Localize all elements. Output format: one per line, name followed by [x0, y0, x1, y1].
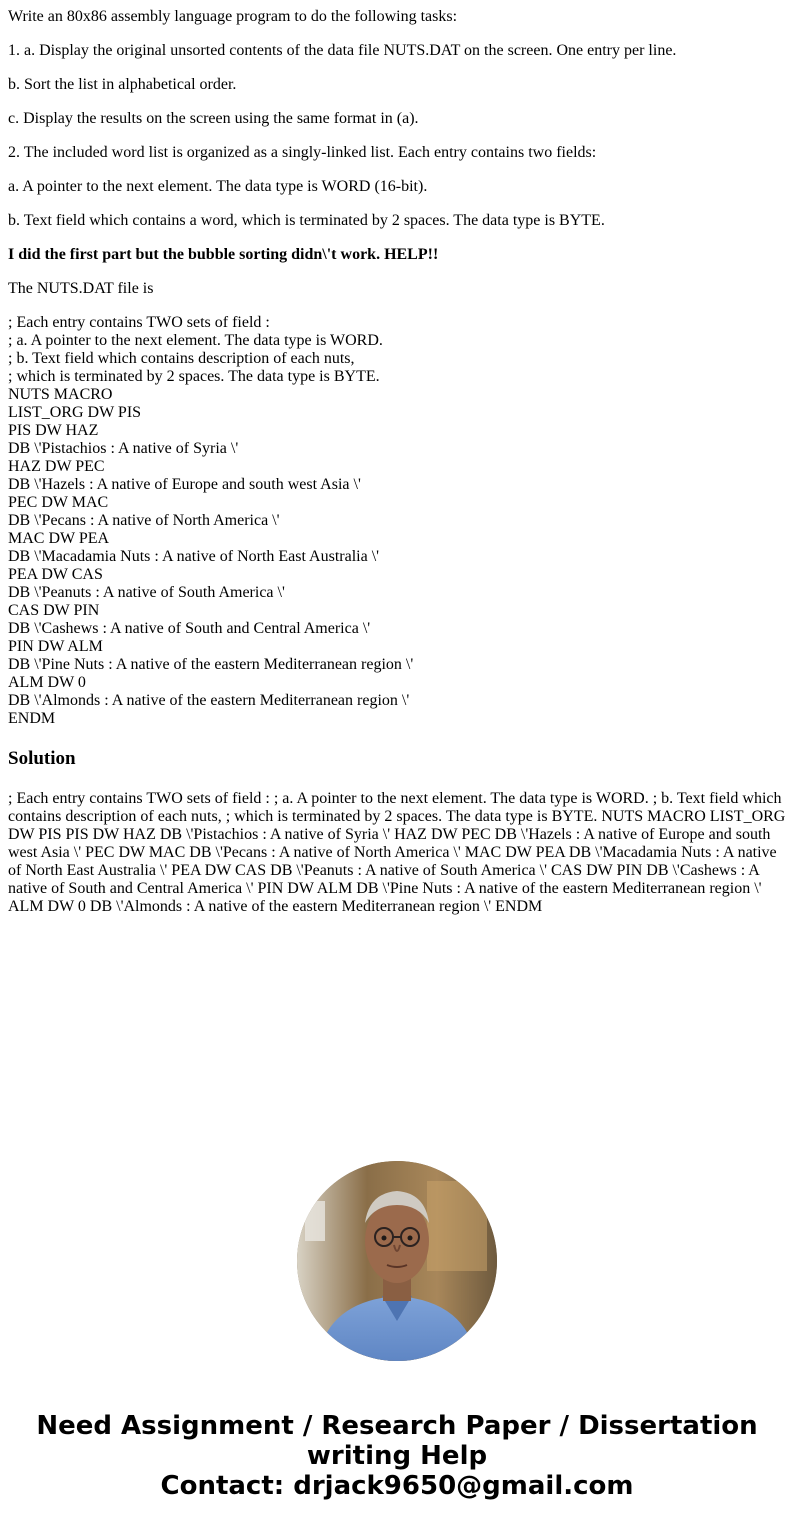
- solution-heading: Solution: [8, 748, 76, 769]
- code-line: DB \'Pistachios : A native of Syria \': [8, 440, 239, 457]
- code-line: MAC DW PEA: [8, 530, 110, 547]
- code-line: DB \'Pecans : A native of North America \': [8, 512, 280, 529]
- task-1a: 1. a. Display the original unsorted contents of the data file NUTS.DAT on the screen. One entry per line.: [8, 42, 677, 59]
- code-line: PEA DW CAS: [8, 566, 103, 583]
- code-line: HAZ DW PEC: [8, 458, 105, 475]
- code-line: DB \'Almonds : A native of the eastern Mediterranean region \': [8, 692, 410, 709]
- code-line: DB \'Peanuts : A native of South America \': [8, 584, 285, 601]
- task-2b: b. Text field which contains a word, which is terminated by 2 spaces. The data type is BYTE.: [8, 212, 605, 229]
- code-line: PIS DW HAZ: [8, 422, 99, 439]
- code-line: ALM DW 0: [8, 674, 86, 691]
- code-line: DB \'Macadamia Nuts : A native of North East Australia \': [8, 548, 380, 565]
- author-avatar: [297, 1161, 497, 1361]
- nuts-dat-listing: [8, 314, 786, 728]
- question-intro: Write an 80x86 assembly language program to do the following tasks:: [8, 8, 458, 25]
- task-1c: c. Display the results on the screen using the same format in (a).: [8, 110, 419, 127]
- code-line: DB \'Cashews : A native of South and Central America \': [8, 620, 371, 637]
- promo-contact: Contact: drjack9650@gmail.com: [160, 1471, 634, 1501]
- author-portrait-image: [297, 1161, 497, 1361]
- code-line: ENDM: [8, 710, 56, 727]
- code-line: PIN DW ALM: [8, 638, 103, 655]
- page-content: [0, 8, 794, 916]
- code-line: LIST_ORG DW PIS: [8, 404, 142, 421]
- code-line: NUTS MACRO: [8, 386, 113, 403]
- code-line: DB \'Hazels : A native of Europe and south west Asia \': [8, 476, 361, 493]
- promo-footer: [0, 1411, 794, 1501]
- task-2: 2. The included word list is organized as a singly-linked list. Each entry contains two fields:: [8, 144, 597, 161]
- code-line: ; a. A pointer to the next element. The data type is WORD.: [8, 332, 383, 349]
- promo-line-1: Need Assignment / Research Paper / Dissertation writing Help: [36, 1411, 758, 1471]
- file-intro: The NUTS.DAT file is: [8, 280, 154, 297]
- code-line: ; which is terminated by 2 spaces. The data type is BYTE.: [8, 368, 380, 385]
- code-line: DB \'Pine Nuts : A native of the eastern Mediterranean region \': [8, 656, 414, 673]
- code-line: PEC DW MAC: [8, 494, 109, 511]
- help-note: I did the first part but the bubble sorting didn\'t work. HELP!!: [8, 246, 439, 263]
- code-line: ; b. Text field which contains description of each nuts,: [8, 350, 355, 367]
- code-line: ; Each entry contains TWO sets of field :: [8, 314, 270, 331]
- code-line: CAS DW PIN: [8, 602, 100, 619]
- task-2a: a. A pointer to the next element. The data type is WORD (16-bit).: [8, 178, 428, 195]
- task-1b: b. Sort the list in alphabetical order.: [8, 76, 237, 93]
- solution-text: ; Each entry contains TWO sets of field : ; a. A pointer to the next element. The data type is WORD. ; b. Text field which contains description of each nuts, ; which is terminated by 2 spaces. The data type is BYTE. NUTS MACRO LIST_ORG DW PIS PIS DW HAZ DB \'Pistachios : A native of Syria \' HAZ DW PEC DB \'Hazels : A native of Europe and south west Asia \' PEC DW MAC DB \'Pecans : A native of North America \' MAC DW PEA DB \'Macadamia Nuts : A native of North East Australia \' PEA DW CAS DB \'Peanuts : A native of South America \' CAS DW PIN DB \'Cashews : A native of South and Central America \' PIN DW ALM DB \'Pine Nuts : A native of the eastern Mediterranean region \' ALM DW 0 DB \'Almonds : A native of the eastern Mediterranean region \' ENDM: [8, 790, 786, 915]
